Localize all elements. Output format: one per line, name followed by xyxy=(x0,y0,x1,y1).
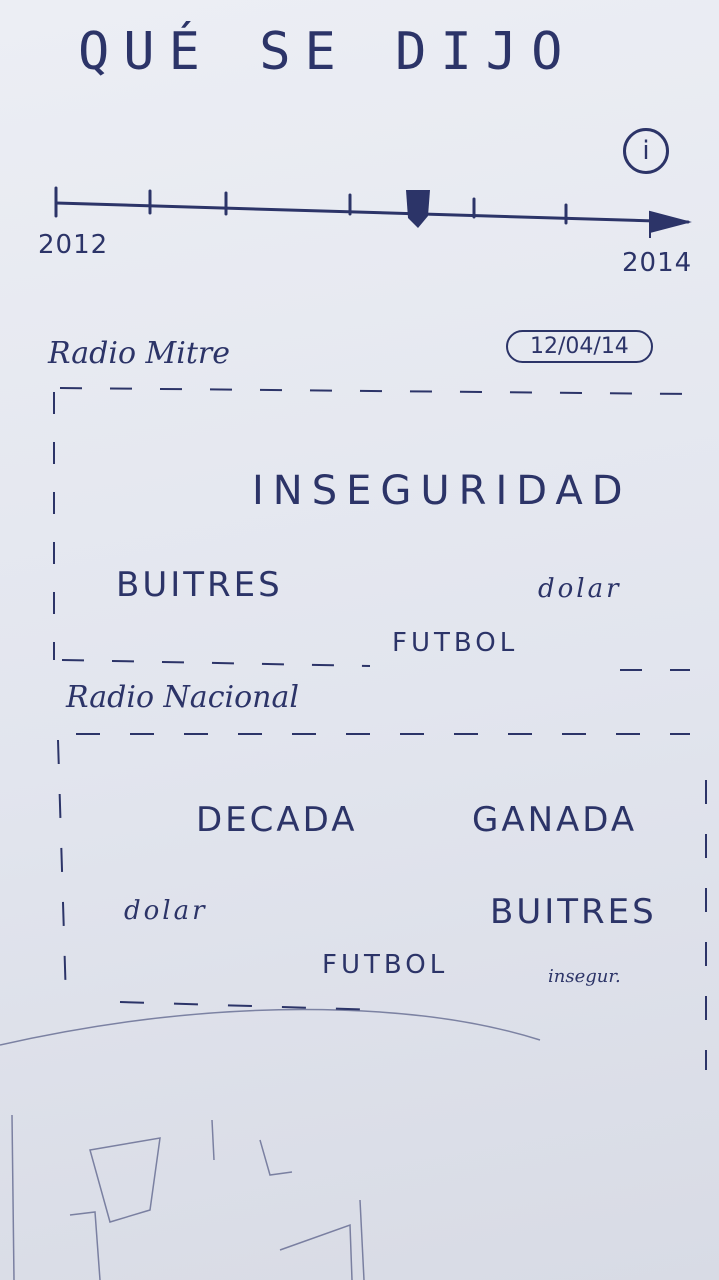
keyword-buitres-2[interactable]: BUITRES xyxy=(490,892,657,932)
info-icon-label: i xyxy=(642,136,650,166)
keyword-ganada[interactable]: GANADA xyxy=(472,800,638,840)
flag-icon xyxy=(650,212,688,238)
keyword-buitres[interactable]: BUITRES xyxy=(116,565,283,605)
keyword-decada[interactable]: DECADA xyxy=(196,800,358,840)
section-box-1 xyxy=(54,388,690,670)
shield-marker-icon xyxy=(406,190,430,228)
timeline-axis xyxy=(56,188,688,223)
keyword-futbol[interactable]: FUTBOL xyxy=(392,628,519,658)
page-title: QUÉ SE DIJO xyxy=(78,22,577,82)
timeline-end-label: 2014 xyxy=(622,248,693,278)
timeline-start-label: 2012 xyxy=(38,230,109,260)
date-badge[interactable] xyxy=(506,330,653,363)
lower-sketch xyxy=(0,1009,540,1280)
station-name-1[interactable]: Radio Mitre xyxy=(48,336,231,371)
keyword-dolar[interactable]: dolar xyxy=(538,574,622,604)
info-icon[interactable] xyxy=(623,128,669,174)
station-name-2[interactable]: Radio Nacional xyxy=(66,680,299,715)
keyword-inseguridad[interactable]: INSEGURIDAD xyxy=(252,468,632,514)
date-text: 12/04/14 xyxy=(530,334,629,359)
keyword-futbol-2[interactable]: FUTBOL xyxy=(322,950,449,980)
keyword-inseguridad-2[interactable]: insegur. xyxy=(548,966,621,987)
keyword-dolar-2[interactable]: dolar xyxy=(124,896,208,926)
